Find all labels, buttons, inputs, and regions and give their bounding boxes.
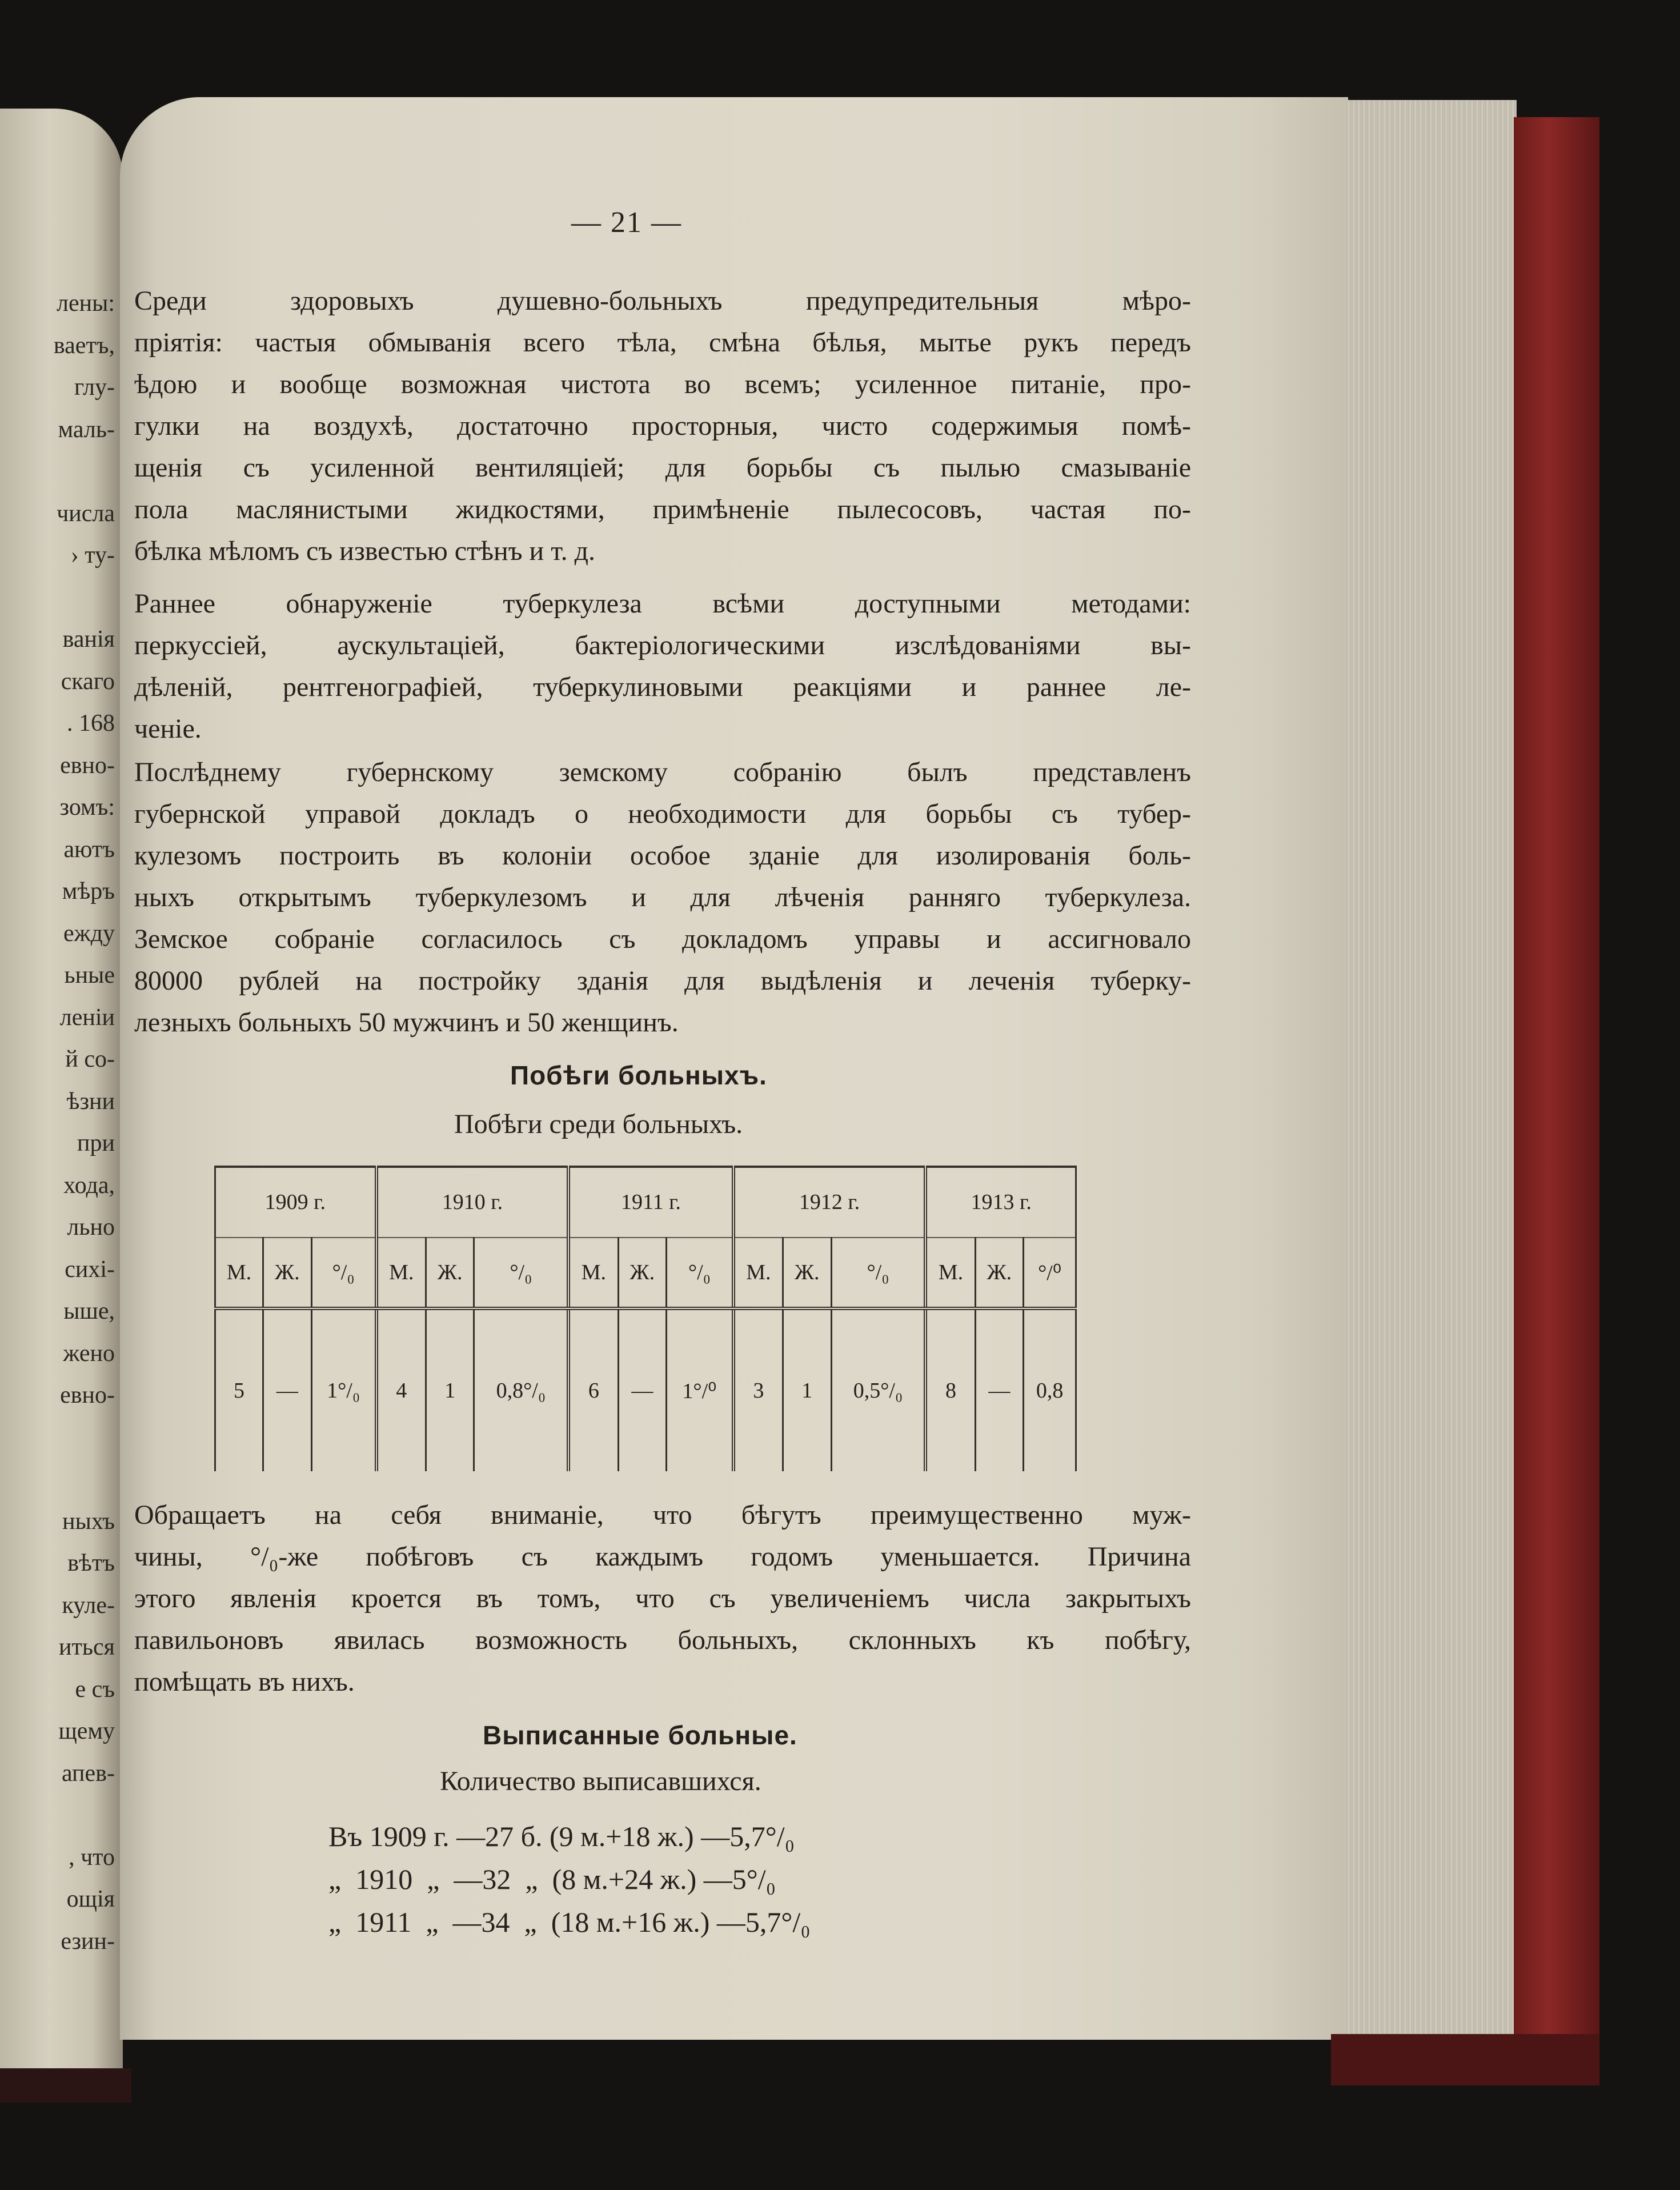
table-year-header: 1909 г. [215,1167,376,1238]
left-page-fragment: ощія [66,1886,115,1912]
text-line: павильоновъ явилась возможность больныхъ, склонныхъ къ побѣгу, [134,1625,1191,1655]
left-page-fragment: , что [69,1844,115,1871]
table-value-row [215,1308,1076,1471]
text-line: перкуссіей, аускультаціей, бактеріологическими изслѣдованіями вы- [134,630,1191,660]
table-subheader: °/₀ [831,1238,925,1309]
text-line: пріятія: частыя обмыванія всего тѣла, смѣна бѣлья, мытье рукъ передъ [134,327,1191,358]
table-cell: 0,8 [1024,1308,1076,1471]
table-year-row [215,1167,1076,1238]
left-page-fragment: маль- [58,416,115,443]
left-page-fragment: ыше, [63,1298,115,1324]
table-cell: — [618,1308,667,1471]
table-cell: 1 [783,1308,832,1471]
heading-escapes: Побѣги больныхъ. [510,1060,767,1090]
table-cell: 3 [733,1308,783,1471]
text-line: Раннее обнаруженіе туберкулеза всѣми доступными методами: [134,588,1191,619]
text-line: Обращаетъ на себя вниманіе, что бѣгутъ преимущественно муж- [134,1500,1191,1530]
left-page-fragment: иться [59,1634,115,1660]
left-page-fragment: й со- [65,1046,115,1072]
left-page-fragment: хода, [63,1172,115,1199]
left-page-fragment: ванія [62,626,115,652]
table-subheader: °/₀ [667,1238,733,1309]
text-line: Среди здоровыхъ душевно-больныхъ предупредительныя мѣро- [134,286,1191,316]
left-page-fragment: жено [63,1340,115,1367]
left-page-fragment: евно- [60,752,115,779]
left-page-fragment: ваетъ, [53,332,115,359]
table-cell: 0,8°/₀ [474,1308,568,1471]
text-line: этого явленія кроется въ томъ, что съ увеличеніемъ числа закрытыхъ [134,1583,1191,1614]
table-subheader: М. [215,1238,263,1309]
left-page-fragment: евно- [60,1382,115,1408]
left-page-fragment: ѣзни [66,1088,115,1115]
table-subheader: Ж. [975,1238,1024,1309]
discharged-row: „ 1911 „ —34 „ (18 м.+16 ж.) —5,7°/₀ [328,1906,811,1938]
table-subheader-row [215,1238,1076,1309]
left-page-fragment: ныхъ [62,1508,115,1535]
table-subheader: М. [376,1238,426,1309]
table-subheader: М. [733,1238,783,1309]
table-subheader: °/₀ [474,1238,568,1309]
table-subheader: °/₀ [311,1238,376,1309]
text-line: лезныхъ больныхъ 50 мужчинъ и 50 женщинъ. [134,1007,679,1038]
text-line: чины, °/₀-же побѣговъ съ каждымъ годомъ уменьшается. Причина [134,1542,1191,1572]
heading-discharged: Выписанные больные. [483,1720,797,1750]
table-cell: 0,5°/₀ [831,1308,925,1471]
paragraph-early-detection [134,583,1191,750]
left-page-fragment: вѣтъ [67,1550,115,1576]
subheading-escapes: Побѣги среди больныхъ. [454,1109,743,1139]
table-year-header: 1913 г. [925,1167,1076,1238]
left-page-fragment: куле- [62,1592,115,1619]
left-page-fragment: мѣръ [62,878,115,904]
text-line: Земское собраніе согласилось съ докладомъ управы и ассигновало [134,924,1191,954]
paragraph-assembly [134,751,1191,1043]
left-page-fragment: щему [58,1718,115,1744]
table-cell: — [975,1308,1024,1471]
left-page-fragment: лены: [57,290,115,317]
text-line: ныхъ открытымъ туберкулезомъ и для лѣченія ранняго туберкулеза. [134,882,1191,912]
text-line: дѣленій, рентгенографіей, туберкулиновыми реакціями и раннее ле- [134,672,1191,702]
table-cell: 1°/₀ [311,1308,376,1471]
left-page-fragment: при [77,1130,115,1156]
text-line: ченіе. [134,714,202,744]
left-page-fragment: е съ [75,1676,115,1703]
table-cell: 8 [925,1308,975,1471]
left-page-fragment: ьные [64,962,115,988]
text-line: пола маслянистыми жидкостями, примѣненіе пылесосовъ, частая по- [134,494,1191,525]
left-page-fragment: ежду [63,920,115,947]
text-line: гулки на воздухѣ, достаточно просторныя, чисто содержимыя помѣ- [134,411,1191,441]
table-subheader: Ж. [783,1238,832,1309]
text-line: губернской управой докладъ о необходимости для борьбы съ тубер- [134,799,1191,829]
discharged-row: „ 1910 „ —32 „ (8 м.+24 ж.) —5°/₀ [328,1863,776,1895]
left-page-fragment: леніи [59,1004,115,1031]
left-page-fragment: зомъ: [59,794,115,820]
table-cell: 5 [215,1308,263,1471]
text-line: кулезомъ построить въ колоніи особое зданіе для изолированія боль- [134,840,1191,871]
table-cell: — [263,1308,312,1471]
table-cell: 1 [426,1308,474,1471]
table-year-header: 1910 г. [376,1167,569,1238]
table-subheader: Ж. [263,1238,312,1309]
table-subheader: °/⁰ [1024,1238,1076,1309]
text-line: Послѣднему губернскому земскому собранію былъ представленъ [134,757,1191,787]
left-page-fragment: скаго [61,668,115,695]
table-cell: 4 [376,1308,426,1471]
left-page-fragment: апев- [61,1760,115,1787]
paragraph-prevention [134,280,1191,572]
left-page-fragment: . 168 [67,710,115,736]
escapes-table [214,1166,1077,1471]
text-line: бѣлка мѣломъ съ известью стѣнъ и т. д. [134,536,596,566]
table-subheader: М. [925,1238,975,1309]
left-page-fragment: аютъ [63,836,115,863]
page-number: — 21 — [571,206,682,239]
table-subheader: Ж. [426,1238,474,1309]
left-page-fragment: льно [67,1214,115,1240]
table-subheader: Ж. [618,1238,667,1309]
paragraph-escape-note [134,1494,1191,1703]
table-cell: 6 [568,1308,618,1471]
left-page-fragment: › ту- [70,542,115,568]
table-year-header: 1911 г. [568,1167,733,1238]
discharged-row: Въ 1909 г. —27 б. (9 м.+18 ж.) —5,7°/₀ [328,1820,795,1852]
table-subheader: М. [568,1238,618,1309]
table-year-header: 1912 г. [733,1167,926,1238]
left-page-fragment: числа [57,500,115,527]
left-page-fragment: сихі- [65,1256,115,1283]
text-line: ѣдою и вообще возможная чистота во всемъ; усиленное питаніе, про- [134,369,1191,399]
text-line: помѣщать въ нихъ. [134,1667,355,1697]
text-line: 80000 рублей на постройку зданія для выдѣленія и леченія туберку- [134,966,1191,996]
left-page-fragment: езин- [61,1928,115,1955]
text-line: щенія съ усиленной вентиляціей; для борьбы съ пылью смазываніе [134,453,1191,483]
left-page-fragment: глу- [74,374,115,401]
subheading-discharged: Количество выписавшихся. [440,1766,761,1796]
table-cell: 1°/⁰ [667,1308,733,1471]
